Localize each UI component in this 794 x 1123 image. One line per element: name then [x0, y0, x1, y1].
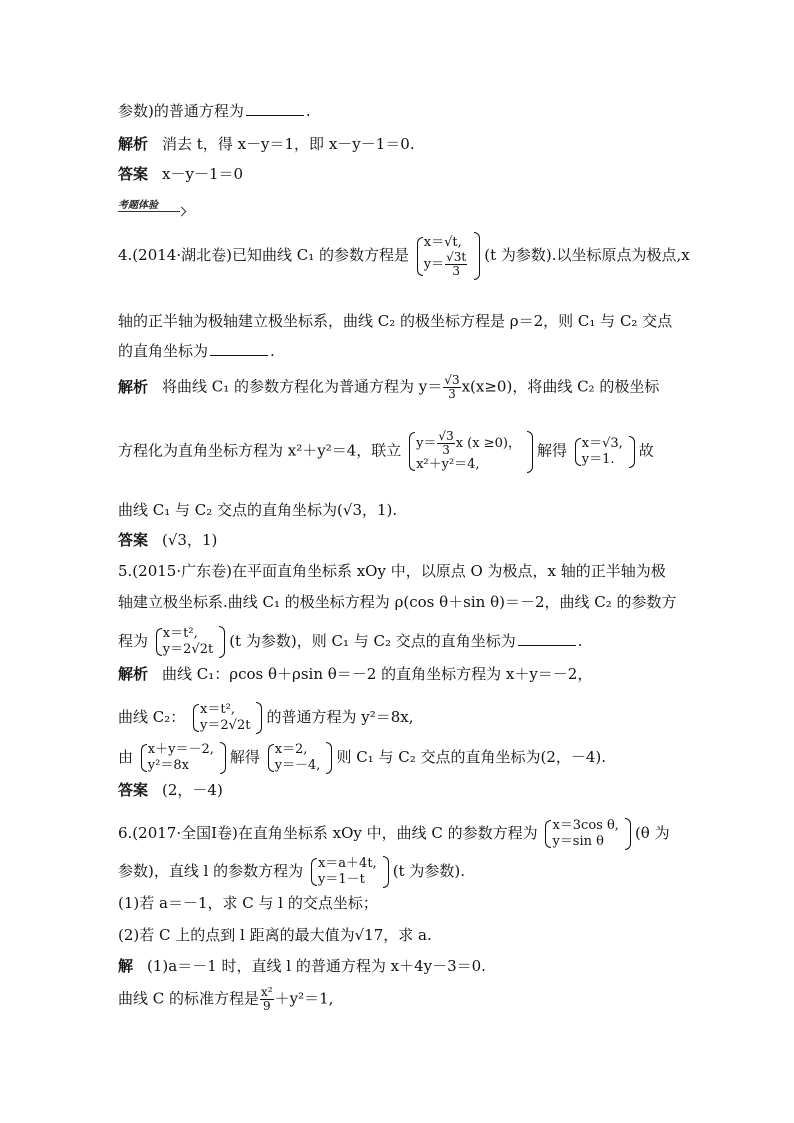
- fraction: $\frac{√3t}{3}$: [446, 249, 467, 278]
- text: 故: [638, 441, 654, 460]
- problem-5-line2: 轴建立极坐标系.曲线 C₁ 的极坐标方程为 ρ(cos θ＋sin θ)＝－2，曲线 C₂ 的参数方: [118, 593, 677, 611]
- solution-system: x＝2, y＝－4,: [267, 742, 321, 774]
- problem-4-line3: 的直角坐标为 .: [118, 342, 275, 360]
- brace: [625, 818, 631, 850]
- analysis-line: [118, 134, 415, 154]
- text: .: [305, 102, 311, 120]
- equation-system: [408, 430, 521, 473]
- text: 曲线 C₁：ρcos θ＋ρsin θ＝－2 的直角坐标方程为 x＋y＝－2，: [162, 665, 593, 683]
- text: 曲线 C₂：: [118, 708, 186, 726]
- answer-line: [118, 780, 223, 800]
- equation-system: x＝t², y＝2√2t: [192, 702, 250, 734]
- text-line: [118, 101, 311, 121]
- answer-label: 答案: [118, 781, 149, 799]
- equation-row: x²＋y²＝4,: [416, 457, 480, 472]
- solution-system: x＝√3, y＝1.: [574, 436, 623, 468]
- brace: [629, 436, 635, 468]
- section-badge: 考题体验: [118, 200, 158, 211]
- answer-line: [118, 530, 217, 550]
- text: 参数)的普通方程为: [118, 102, 244, 120]
- problem-4-line2: 轴的正半轴为极轴建立极坐标系，曲线 C₂ 的极坐标方程是 ρ＝2，则 C₁ 与 C₂ 交点: [118, 312, 673, 330]
- text: 解得: [536, 441, 567, 460]
- analysis-line-3: [118, 742, 606, 774]
- problem-5-line1: 5.(2015·广东卷)在平面直角坐标系 xOy 中，以原点 O 为极点，x 轴的正半轴为极: [118, 562, 666, 580]
- text: ＋y²＝1,: [274, 989, 334, 1008]
- answer-blank: [518, 631, 576, 646]
- text: 方程化为直角坐标方程为 x²＋y²＝4，联立: [118, 441, 402, 460]
- text: 6.(2017·全国Ⅰ卷)在直角坐标系 xOy 中，曲线 C 的参数方程为: [118, 824, 538, 842]
- text: 将曲线 C₁ 的参数方程化为普通方程为 y＝: [162, 377, 443, 396]
- text: x－y－1＝0: [162, 165, 244, 183]
- question-1: (1)若 a＝－1，求 C 与 l 的交点坐标；: [118, 894, 378, 912]
- text: (t 为参数).: [392, 862, 465, 880]
- brace: [474, 232, 480, 280]
- text: x(x≥0)，将曲线 C₂ 的极坐标: [461, 377, 660, 396]
- brace: [326, 742, 332, 774]
- analysis-line-2: [118, 430, 654, 473]
- text: 程为: [118, 632, 149, 650]
- brace: [527, 431, 533, 473]
- text: (t 为参数).以坐标原点为极点,x: [484, 246, 690, 264]
- text: (θ 为: [634, 824, 670, 842]
- fraction: $\frac{√3}{3}$: [444, 373, 460, 401]
- solution-line: [118, 956, 486, 976]
- text: 由: [118, 748, 134, 766]
- analysis-label: 解析: [118, 665, 149, 683]
- brace: [383, 856, 389, 888]
- brace: [256, 702, 262, 734]
- equation-system: x＝3cos θ, y＝sin θ: [544, 818, 618, 850]
- text: 的普通方程为 y²＝8x,: [266, 708, 414, 726]
- solution-label: 解: [118, 957, 134, 975]
- analysis-label: 解析: [118, 377, 149, 396]
- analysis-line-2: [118, 702, 413, 734]
- answer-label: 答案: [118, 165, 149, 183]
- equation-system: x＝a＋4t, y＝1－t: [310, 856, 377, 888]
- solution-line-2: [118, 986, 333, 1013]
- answer-line: [118, 164, 243, 184]
- text: 4.(2014·湖北卷)已知曲线 C₁ 的参数方程是: [118, 246, 409, 264]
- equation-row: x＝√t,: [423, 234, 462, 250]
- text: (2，－4): [162, 781, 223, 799]
- equation-row: y＝ $\frac{√3}{3}$ x (x ≥0)，: [416, 429, 521, 457]
- problem-5-line3: 程为 x＝t², y＝2√2t (t 为参数)，则 C₁ 与 C₂ 交点的直角坐标为 .: [118, 626, 583, 657]
- problem-4-line1: [118, 232, 690, 280]
- text: 曲线 C 的标准方程是: [118, 989, 260, 1008]
- text: 参数)，直线 l 的参数方程为: [118, 862, 304, 880]
- brace: [220, 742, 226, 774]
- brace: [219, 626, 225, 658]
- text: 解得: [229, 748, 260, 766]
- answer-blank: [246, 101, 304, 116]
- equation-system: [416, 235, 468, 278]
- text: 的直角坐标为: [118, 342, 209, 360]
- text: (t 为参数)，则 C₁ 与 C₂ 交点的直角坐标为: [229, 632, 516, 650]
- equation-row: y＝ $\frac{√3t}{3}$: [423, 249, 467, 278]
- fraction: $\frac{\text{x²}}{9}$: [261, 985, 273, 1013]
- answer-blank: [210, 341, 268, 356]
- analysis-label: 解析: [118, 135, 149, 153]
- text: (1)a＝－1 时，直线 l 的普通方程为 x＋4y－3＝0.: [147, 957, 486, 975]
- analysis-line-3: 曲线 C₁ 与 C₂ 交点的直角坐标为(√3，1).: [118, 501, 398, 519]
- problem-6-line1: [118, 818, 670, 850]
- analysis-line: [118, 664, 592, 684]
- problem-6-line2: [118, 856, 465, 888]
- text: (√3，1): [162, 531, 218, 549]
- text: 消去 t，得 x－y＝1，即 x－y－1＝0.: [162, 135, 415, 153]
- equation-system: x＋y＝－2, y²＝8x: [140, 742, 214, 774]
- badge-underline: [118, 211, 180, 212]
- answer-label: 答案: [118, 531, 149, 549]
- question-2: (2)若 C 上的点到 l 距离的最大值为√17，求 a.: [118, 926, 432, 944]
- equation-system: x＝t², y＝2√2t: [155, 626, 213, 658]
- text: 则 C₁ 与 C₂ 交点的直角坐标为(2，－4).: [336, 748, 607, 766]
- analysis-line: [118, 374, 659, 401]
